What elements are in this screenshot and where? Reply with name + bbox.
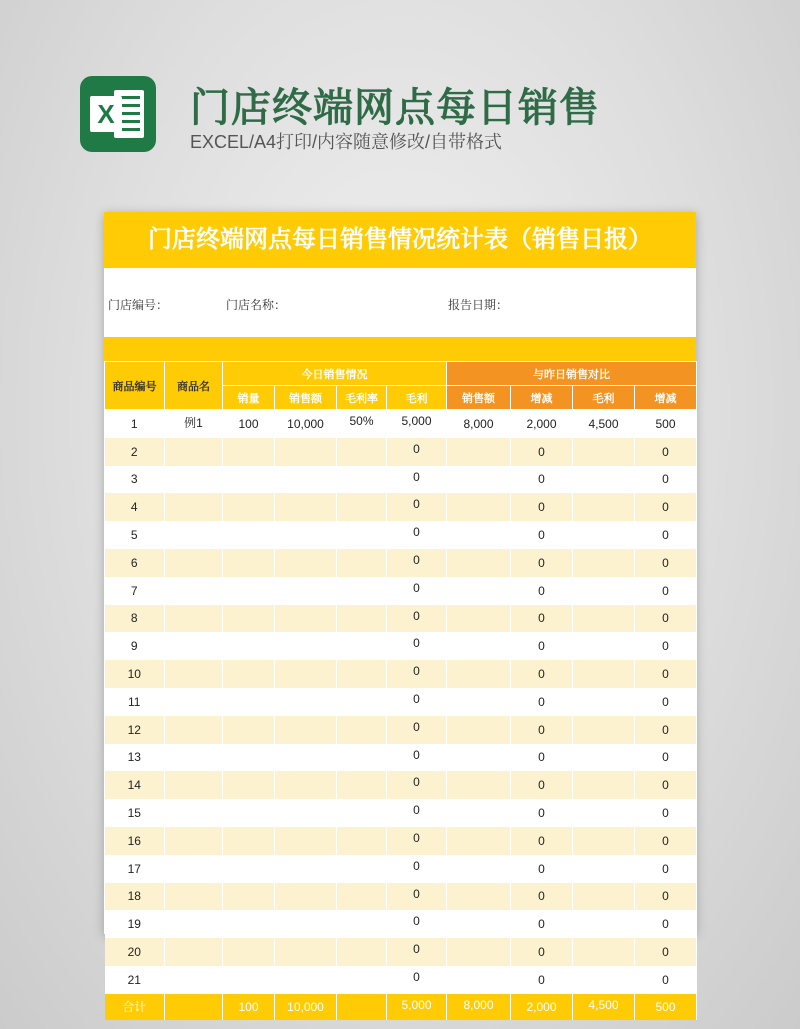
cell-rate (337, 966, 387, 994)
cell-inc1: 0 (511, 744, 573, 772)
cell-amount (275, 883, 337, 911)
cell-profit: 0 (387, 938, 447, 966)
total-amount: 10,000 (275, 994, 337, 1020)
cell-cmp-profit (573, 493, 635, 521)
cell-amount (275, 577, 337, 605)
cell-amount (275, 966, 337, 994)
cell-inc2: 0 (635, 632, 697, 660)
cell-qty (223, 938, 275, 966)
cell-profit: 0 (387, 493, 447, 521)
cell-inc1: 0 (511, 577, 573, 605)
cell-qty (223, 910, 275, 938)
cell-no: 10 (105, 660, 165, 688)
cell-cmp-amount (447, 438, 511, 466)
cell-inc1: 0 (511, 632, 573, 660)
cell-name (165, 549, 223, 577)
cell-cmp-amount (447, 493, 511, 521)
cell-amount (275, 605, 337, 633)
cell-name (165, 660, 223, 688)
cell-qty (223, 466, 275, 494)
cell-inc2: 0 (635, 883, 697, 911)
cell-cmp-amount (447, 632, 511, 660)
cell-cmp-amount (447, 855, 511, 883)
cell-amount (275, 521, 337, 549)
table-row (105, 883, 697, 911)
cell-name (165, 521, 223, 549)
cell-cmp-profit (573, 771, 635, 799)
cell-no: 11 (105, 688, 165, 716)
table-row (105, 438, 697, 466)
cell-profit: 0 (387, 744, 447, 772)
cell-name (165, 577, 223, 605)
cell-cmp-profit (573, 466, 635, 494)
table-row (105, 660, 697, 688)
cell-name (165, 744, 223, 772)
cell-qty (223, 438, 275, 466)
table-row (105, 855, 697, 883)
cell-inc2: 0 (635, 966, 697, 994)
cell-no: 1 (105, 410, 165, 438)
cell-inc2: 0 (635, 438, 697, 466)
cell-profit: 0 (387, 910, 447, 938)
cell-cmp-profit (573, 660, 635, 688)
cell-inc1: 0 (511, 438, 573, 466)
cell-cmp-amount (447, 688, 511, 716)
cell-inc1: 0 (511, 493, 573, 521)
cell-amount (275, 716, 337, 744)
cell-rate (337, 771, 387, 799)
cell-no: 16 (105, 827, 165, 855)
cell-qty (223, 744, 275, 772)
cell-no: 8 (105, 605, 165, 633)
cell-no: 18 (105, 883, 165, 911)
cell-rate (337, 466, 387, 494)
table-row (105, 410, 697, 438)
cell-rate (337, 688, 387, 716)
cell-inc2: 0 (635, 855, 697, 883)
cell-qty: 100 (223, 410, 275, 438)
cell-no: 6 (105, 549, 165, 577)
cell-inc2: 0 (635, 744, 697, 772)
cell-cmp-amount (447, 466, 511, 494)
cell-rate (337, 438, 387, 466)
cell-amount (275, 660, 337, 688)
cell-cmp-profit (573, 438, 635, 466)
cell-name (165, 883, 223, 911)
cell-cmp-profit (573, 577, 635, 605)
cell-inc2: 0 (635, 910, 697, 938)
cell-cmp-amount (447, 910, 511, 938)
sheet-title: 门店终端网点每日销售情况统计表（销售日报） (104, 212, 696, 268)
cell-name (165, 688, 223, 716)
cell-inc1: 0 (511, 688, 573, 716)
cell-no: 12 (105, 716, 165, 744)
cell-profit: 0 (387, 688, 447, 716)
total-label: 合计 (105, 994, 165, 1020)
col-qty: 销量 (223, 386, 275, 410)
cell-rate (337, 744, 387, 772)
cell-rate (337, 938, 387, 966)
cell-inc2: 0 (635, 577, 697, 605)
table-row (105, 688, 697, 716)
cell-profit: 0 (387, 966, 447, 994)
cell-profit: 0 (387, 660, 447, 688)
cell-qty (223, 605, 275, 633)
cell-no: 21 (105, 966, 165, 994)
cell-cmp-profit (573, 966, 635, 994)
cell-inc1: 0 (511, 716, 573, 744)
cell-name (165, 966, 223, 994)
total-qty: 100 (223, 994, 275, 1020)
cell-no: 9 (105, 632, 165, 660)
store-no-label: 门店编号： (108, 298, 169, 312)
cell-no: 19 (105, 910, 165, 938)
cell-amount: 10,000 (275, 410, 337, 438)
cell-no: 4 (105, 493, 165, 521)
cell-name (165, 910, 223, 938)
cell-qty (223, 549, 275, 577)
cell-qty (223, 799, 275, 827)
cell-name (165, 466, 223, 494)
table-row (105, 577, 697, 605)
cell-rate (337, 827, 387, 855)
cell-qty (223, 883, 275, 911)
cell-amount (275, 855, 337, 883)
cell-qty (223, 521, 275, 549)
cell-rate (337, 910, 387, 938)
cell-inc1: 0 (511, 549, 573, 577)
cell-amount (275, 632, 337, 660)
cell-profit: 0 (387, 577, 447, 605)
cell-inc2: 0 (635, 605, 697, 633)
cell-cmp-amount (447, 883, 511, 911)
cell-inc1: 0 (511, 799, 573, 827)
table-row (105, 799, 697, 827)
cell-cmp-amount (447, 549, 511, 577)
cell-cmp-amount (447, 799, 511, 827)
cell-cmp-profit (573, 632, 635, 660)
cell-qty (223, 577, 275, 605)
cell-profit: 0 (387, 438, 447, 466)
col-product-name: 商品名 (165, 362, 223, 410)
cell-cmp-amount (447, 605, 511, 633)
cell-rate (337, 883, 387, 911)
cell-rate (337, 549, 387, 577)
total-profit: 5,000 (387, 994, 447, 1020)
cell-cmp-amount (447, 771, 511, 799)
cell-rate (337, 716, 387, 744)
col-cmp-inc2: 增减 (635, 386, 697, 410)
cell-cmp-profit (573, 688, 635, 716)
table-row (105, 493, 697, 521)
cell-inc1: 0 (511, 771, 573, 799)
cell-inc1: 2,000 (511, 410, 573, 438)
table-row (105, 605, 697, 633)
cell-name (165, 632, 223, 660)
cell-cmp-profit (573, 716, 635, 744)
cell-profit: 0 (387, 716, 447, 744)
cell-cmp-profit (573, 827, 635, 855)
sales-table (104, 361, 697, 1020)
col-amount: 销售额 (275, 386, 337, 410)
total-inc2: 500 (635, 994, 697, 1020)
cell-profit: 0 (387, 883, 447, 911)
cell-amount (275, 688, 337, 716)
cell-amount (275, 938, 337, 966)
cell-inc1: 0 (511, 883, 573, 911)
col-cmp-profit: 毛利 (573, 386, 635, 410)
report-date-label: 报告日期： (448, 298, 509, 312)
cell-cmp-amount (447, 660, 511, 688)
cell-rate (337, 577, 387, 605)
excel-logo-letter: X (97, 99, 115, 129)
table-row (105, 966, 697, 994)
cell-inc1: 0 (511, 521, 573, 549)
table-row (105, 827, 697, 855)
cell-cmp-profit (573, 883, 635, 911)
cell-amount (275, 744, 337, 772)
cell-cmp-amount (447, 744, 511, 772)
cell-name (165, 855, 223, 883)
page-subtitle: EXCEL/A4打印/内容随意修改/自带格式 (190, 132, 503, 152)
cell-inc1: 0 (511, 910, 573, 938)
table-row (105, 521, 697, 549)
cell-cmp-amount (447, 827, 511, 855)
cell-cmp-amount: 8,000 (447, 410, 511, 438)
col-profit: 毛利 (387, 386, 447, 410)
total-row (105, 994, 697, 1020)
cell-profit: 0 (387, 605, 447, 633)
cell-profit: 0 (387, 827, 447, 855)
cell-profit: 0 (387, 632, 447, 660)
cell-cmp-profit (573, 910, 635, 938)
cell-no: 13 (105, 744, 165, 772)
spacer-band (104, 337, 696, 361)
table-row (105, 938, 697, 966)
cell-amount (275, 910, 337, 938)
cell-cmp-profit (573, 549, 635, 577)
cell-no: 3 (105, 466, 165, 494)
cell-qty (223, 827, 275, 855)
cell-no: 7 (105, 577, 165, 605)
cell-amount (275, 799, 337, 827)
total-cmp-amount: 8,000 (447, 994, 511, 1020)
cell-cmp-amount (447, 577, 511, 605)
col-cmp-inc1: 增减 (511, 386, 573, 410)
cell-qty (223, 493, 275, 521)
cell-qty (223, 716, 275, 744)
col-group-today: 今日销售情况 (223, 362, 447, 386)
cell-name (165, 438, 223, 466)
cell-inc2: 500 (635, 410, 697, 438)
cell-profit: 0 (387, 521, 447, 549)
table-row (105, 716, 697, 744)
cell-amount (275, 549, 337, 577)
table-row (105, 744, 697, 772)
cell-qty (223, 966, 275, 994)
cell-rate (337, 605, 387, 633)
cell-cmp-amount (447, 966, 511, 994)
cell-inc2: 0 (635, 688, 697, 716)
col-margin-rate: 毛利率 (337, 386, 387, 410)
cell-inc2: 0 (635, 466, 697, 494)
col-product-no: 商品编号 (105, 362, 165, 410)
cell-name (165, 716, 223, 744)
cell-cmp-profit (573, 605, 635, 633)
cell-no: 17 (105, 855, 165, 883)
cell-name (165, 605, 223, 633)
page-title: 门店终端网点每日销售 (190, 86, 600, 130)
cell-profit: 0 (387, 466, 447, 494)
cell-inc2: 0 (635, 827, 697, 855)
cell-profit: 0 (387, 855, 447, 883)
cell-no: 2 (105, 438, 165, 466)
cell-cmp-profit: 4,500 (573, 410, 635, 438)
cell-rate (337, 660, 387, 688)
col-group-compare: 与昨日销售对比 (447, 362, 697, 386)
cell-qty (223, 855, 275, 883)
cell-cmp-profit (573, 744, 635, 772)
total-cmp-profit: 4,500 (573, 994, 635, 1020)
cell-profit: 0 (387, 771, 447, 799)
cell-inc1: 0 (511, 855, 573, 883)
cell-name (165, 771, 223, 799)
cell-rate (337, 493, 387, 521)
cell-amount (275, 438, 337, 466)
cell-inc2: 0 (635, 660, 697, 688)
cell-rate (337, 855, 387, 883)
cell-inc2: 0 (635, 771, 697, 799)
cell-amount (275, 771, 337, 799)
excel-icon (80, 76, 156, 152)
cell-inc2: 0 (635, 799, 697, 827)
cell-inc1: 0 (511, 938, 573, 966)
spreadsheet-preview (104, 212, 696, 1015)
cell-inc2: 0 (635, 521, 697, 549)
cell-cmp-amount (447, 938, 511, 966)
table-row (105, 549, 697, 577)
cell-profit: 0 (387, 549, 447, 577)
cell-inc1: 0 (511, 660, 573, 688)
store-name-label: 门店名称： (226, 298, 287, 312)
cell-profit: 5,000 (387, 410, 447, 438)
cell-inc2: 0 (635, 549, 697, 577)
cell-qty (223, 660, 275, 688)
cell-name (165, 799, 223, 827)
table-row (105, 466, 697, 494)
header (80, 70, 780, 160)
cell-cmp-amount (447, 521, 511, 549)
cell-qty (223, 632, 275, 660)
cell-rate: 50% (337, 410, 387, 438)
table-row (105, 771, 697, 799)
cell-profit: 0 (387, 799, 447, 827)
table-row (105, 632, 697, 660)
cell-cmp-amount (447, 716, 511, 744)
cell-inc1: 0 (511, 605, 573, 633)
cell-inc2: 0 (635, 716, 697, 744)
cell-inc1: 0 (511, 827, 573, 855)
cell-inc1: 0 (511, 466, 573, 494)
cell-cmp-profit (573, 521, 635, 549)
total-inc1: 2,000 (511, 994, 573, 1020)
cell-name (165, 938, 223, 966)
cell-no: 14 (105, 771, 165, 799)
cell-no: 20 (105, 938, 165, 966)
cell-amount (275, 493, 337, 521)
cell-amount (275, 466, 337, 494)
cell-cmp-profit (573, 938, 635, 966)
cell-inc2: 0 (635, 938, 697, 966)
col-cmp-amount: 销售额 (447, 386, 511, 410)
cell-cmp-profit (573, 799, 635, 827)
cell-amount (275, 827, 337, 855)
cell-qty (223, 771, 275, 799)
cell-no: 5 (105, 521, 165, 549)
cell-inc2: 0 (635, 493, 697, 521)
cell-cmp-profit (573, 855, 635, 883)
cell-name: 例1 (165, 410, 223, 438)
cell-rate (337, 632, 387, 660)
cell-rate (337, 521, 387, 549)
table-row (105, 910, 697, 938)
cell-inc1: 0 (511, 966, 573, 994)
cell-name (165, 493, 223, 521)
cell-name (165, 827, 223, 855)
cell-rate (337, 799, 387, 827)
cell-no: 15 (105, 799, 165, 827)
cell-qty (223, 688, 275, 716)
